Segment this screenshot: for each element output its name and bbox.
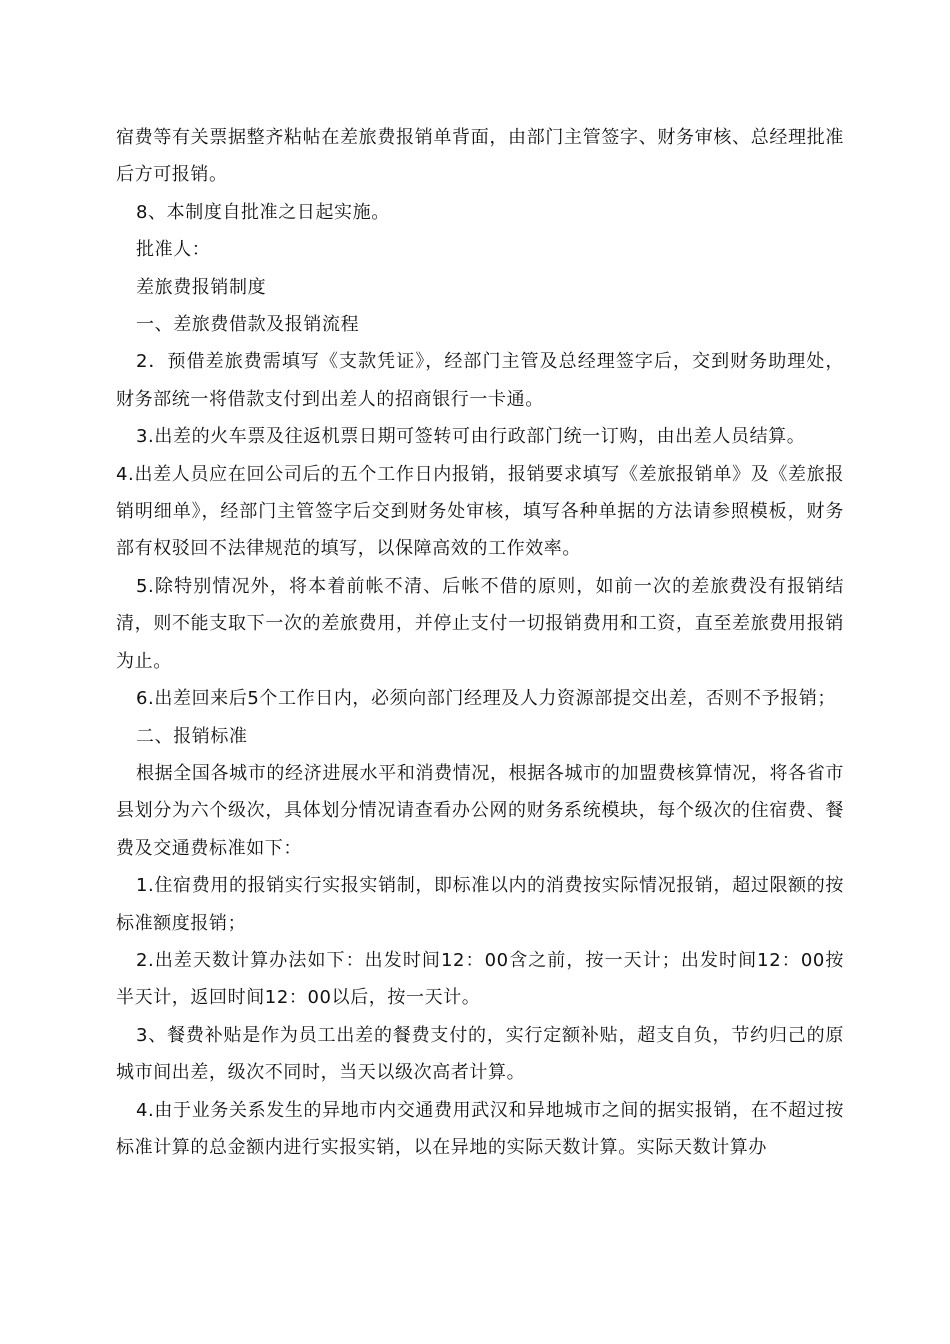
paragraph-item-5: 5.除特别情况外，将本着前帐不清、后帐不借的原则，如前一次的差旅费没有报销结清，则不能支取下一次的差旅费用，并停止支付一切报销费用和工资，直至差旅费用报销为止。 [116,575,844,672]
paragraph-approver: 批准人： [136,239,211,261]
paragraph-standard-intro: 根据全国各城市的经济进展水平和消费情况，根据各城市的加盟费核算情况，将各省市县划分为六个级次，具体划分情况请查看办公网的财务系统模块，每个级次的住宿费、餐费及交通费标准如下： [116,762,844,859]
paragraph-item-6: 6.出差回来后5个工作日内，必须向部门经理及人力资源部提交出差，否则不予报销； [136,688,837,710]
paragraph-standard-3: 3、餐费补贴是作为员工出差的餐费支付的，实行定额补贴，超支自负，节约归己的原城市间出差，级次不同时，当天以级次高者计算。 [116,1024,844,1084]
paragraph-item-2: 2．预借差旅费需填写《支款凭证》，经部门主管及总经理签字后，交到财务助理处，财务部统一将借款支付到出差人的招商银行一卡通。 [116,351,844,410]
paragraph-item-4: 4.出差人员应在回公司后的五个工作日内报销，报销要求填写《差旅报销单》及《差旅报销明细单》，经部门主管签字后交到财务处审核，填写各种单据的方法请参照模板，财务部有权驳回不法律规范的填写，以保障高效的工作效率。 [116,463,844,560]
heading-loan-process: 一、差旅费借款及报销流程 [136,314,360,336]
document-body [116,119,844,1166]
section-title-travel-reimbursement: 差旅费报销制度 [136,276,267,298]
paragraph-standard-2: 2.出差天数计算办法如下：出发时间12：00含之前，按一天计；出发时间12：00按半天计，返回时间12：00以后，按一天计。 [116,949,844,1009]
paragraph-standard-1: 1.住宿费用的报销实行实报实销制，即标准以内的消费按实际情况报销，超过限额的按标准额度报销； [116,875,844,934]
heading-reimbursement-standard: 二、报销标准 [136,725,248,747]
paragraph-receipt-submission: 宿费等有关票据整齐粘帖在差旅费报销单背面，由部门主管签字、财务审核、总经理批准后方可报销。 [116,127,844,186]
paragraph-item-3: 3.出差的火车票及往返机票日期可签转可由行政部门统一订购，由出差人员结算。 [136,426,806,448]
paragraph-effective-date: 8、本制度自批准之日起实施。 [136,201,390,223]
paragraph-standard-4: 4.由于业务关系发生的异地市内交通费用武汉和异地城市之间的据实报销，在不超过按标准计算的总金额内进行实报实销，以在异地的实际天数计算。实际天数计算办 [116,1099,844,1158]
